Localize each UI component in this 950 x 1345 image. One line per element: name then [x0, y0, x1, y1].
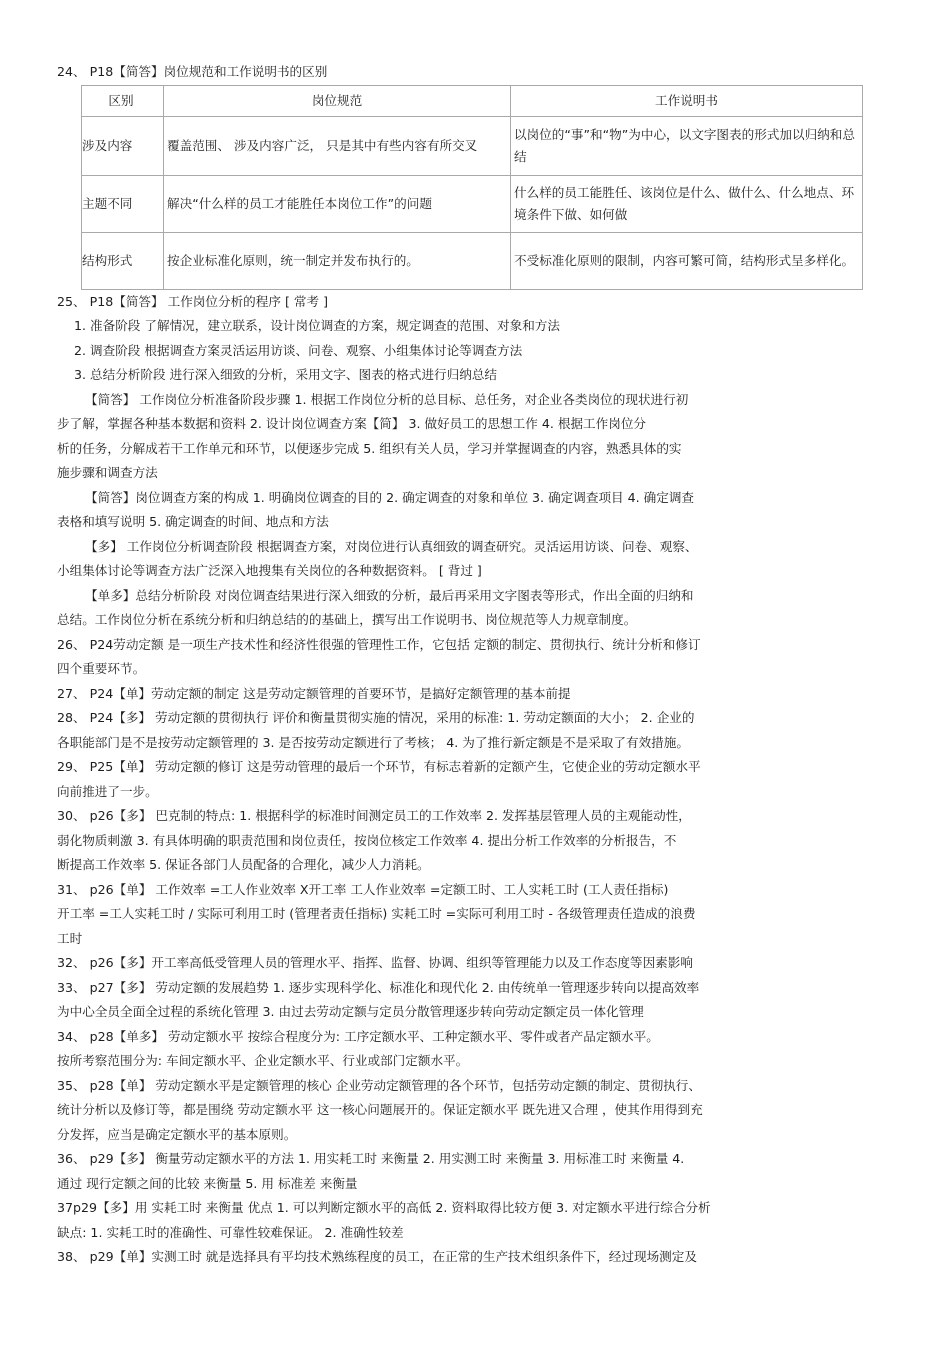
table-cell: 什么样的员工能胜任、该岗位是什么、做什么、什么地点、环境条件下做、如何做 — [511, 175, 863, 232]
text-line: 向前推进了一步。 — [57, 783, 158, 799]
text-line: 【简答】 工作岗位分析准备阶段步骤 1. 根据工作岗位分析的总目标、总任务，对企业各类岗位的现状进行初 — [85, 391, 689, 407]
table-cell: 按企业标准化原则，统一制定并发布执行的。 — [164, 232, 511, 289]
text-line: 1. 准备阶段 了解情况，建立联系，设计岗位调查的方案，规定调查的范围、对象和方法 — [74, 318, 560, 333]
header-cell: 工作说明书 — [511, 85, 863, 116]
table-row — [82, 232, 863, 289]
text-line: 断提高工作效率 5. 保证各部门人员配备的合理化，减少人力消耗。 — [57, 857, 430, 872]
text-line: 25、 P18【简答】 工作岗位分析的程序 [ 常考 ] — [57, 293, 328, 309]
text-line: 30、 p26【多】 巴克制的特点: 1. 根据科学的标准时间测定员工的工作效率 2. 发挥基层管理人员的主观能动性， — [57, 808, 691, 823]
table-cell: 覆盖范围、 涉及内容广泛， 只是其中有些内容有所交叉 — [164, 116, 511, 175]
text-line: 36、 p29【多】 衡量劳动定额水平的方法 1. 用实耗工时 来衡量 2. 用实测工时 来衡量 3. 用标准工时 来衡量 4. — [57, 1151, 685, 1166]
text-line: 按所考察范围分为: 车间定额水平、企业定额水平、行业或部门定额水平。 — [57, 1053, 469, 1068]
text-line: 分发挥，应当是确定定额水平的基本原则。 — [57, 1126, 297, 1142]
text-line: 38、 p29【单】实测工时 就是选择具有平均技术熟练程度的员工，在正常的生产技术组织条件下，经过现场测定及 — [57, 1249, 697, 1264]
table-row — [82, 116, 863, 175]
text-line: 32、 p26【多】开工率高低受管理人员的管理水平、指挥、监督、协调、组织等管理能力以及工作态度等因素影响 — [57, 955, 693, 970]
table-row — [82, 175, 863, 232]
table-cell: 以岗位的“事”和“物”为中心，以文字图表的形式加以归纳和总结 — [511, 116, 863, 175]
table-cell: 解决“什么样的员工才能胜任本岗位工作”的问题 — [164, 175, 511, 232]
text-line: 2. 调查阶段 根据调查方案灵活运用访谈、问卷、观察、小组集体讨论等调查方法 — [74, 342, 523, 358]
comparison-table — [81, 85, 863, 290]
text-line: 步了解，掌握各种基本数据和资料 2. 设计岗位调查方案【简】 3. 做好员工的思想工作 4. 根据工作岗位分 — [57, 416, 647, 431]
text-line: 通过 现行定额之间的比较 来衡量 5. 用 标准差 来衡量 — [57, 1175, 358, 1191]
text-line: 各职能部门是不是按劳动定额管理的 3. 是否按劳动定额进行了考核； 4. 为了推行新定额是不是采取了有效措施。 — [57, 734, 689, 750]
text-line: 37p29【多】用 实耗工时 来衡量 优点 1. 可以判断定额水平的高低 2. 资料取得比较方便 3. 对定额水平进行综合分析 — [57, 1200, 711, 1215]
text-line: 为中心全员全面全过程的系统化管理 3. 由过去劳动定额与定员分散管理逐步转向劳动定额定员一体化管理 — [57, 1004, 644, 1019]
table-cell: 结构形式 — [82, 232, 164, 289]
table-cell: 不受标准化原则的限制，内容可繁可简，结构形式呈多样化。 — [511, 232, 863, 289]
text-line: 四个重要环节。 — [57, 661, 146, 676]
text-line: 缺点: 1. 实耗工时的准确性、可靠性较难保证。 2. 准确性较差 — [57, 1224, 404, 1240]
text-line: 33、 p27【多】 劳动定额的发展趋势 1. 逐步实现科学化、标准化和现代化 2. 由传统单一管理逐步转向以提高效率 — [57, 979, 700, 995]
text-line: 析的任务，分解成若干工作单元和环节，以便逐步完成 5. 组织有关人员，学习并掌握调查的内容，熟悉具体的实 — [57, 440, 682, 456]
text-line: 小组集体讨论等调查方法广泛深入地搜集有关岗位的各种数据资料。 [ 背过 ] — [57, 563, 482, 578]
document-page — [57, 60, 893, 1270]
table-cell: 主题不同 — [82, 175, 164, 232]
table-cell: 涉及内容 — [82, 116, 164, 175]
text-line: 27、 P24【单】劳动定额的制定 这是劳动定额管理的首要环节，是搞好定额管理的基本前提 — [57, 685, 571, 701]
text-line: 35、 p28【单】 劳动定额水平是定额管理的核心 企业劳动定额管理的各个环节，包括劳动定额的制定、贯彻执行、 — [57, 1077, 701, 1093]
text-line: 【多】 工作岗位分析调查阶段 根据调查方案，对岗位进行认真细致的调查研究。灵活运用访谈、问卷、观察、 — [85, 538, 698, 554]
table-header-row — [82, 85, 863, 116]
text-line: 统计分析以及修订等，都是围绕 劳动定额水平 这一核心问题展开的。保证定额水平 既先进又合理 ，使其作用得到充 — [57, 1102, 703, 1117]
text-line: 施步骤和调查方法 — [57, 465, 158, 480]
text-line: 开工率 =工人实耗工时 / 实际可利用工时 (管理者责任指标) 实耗工时 =实际可利用工时 - 各级管理责任造成的浪费 — [57, 906, 696, 921]
text-line: 31、 p26【单】 工作效率 =工人作业效率 X开工率 工人作业效率 =定额工时、工人实耗工时 (工人责任指标) — [57, 881, 669, 897]
text-line: 【简答】岗位调查方案的构成 1. 明确岗位调查的目的 2. 确定调查的对象和单位 3. 确定调查项目 4. 确定调查 — [85, 489, 695, 505]
text-line: 表格和填写说明 5. 确定调查的时间、地点和方法 — [57, 514, 329, 529]
text-line: 34、 p28【单多】 劳动定额水平 按综合程度分为: 工序定额水平、工种定额水平、零件或者产品定额水平。 — [57, 1028, 659, 1044]
text-line: 【单多】总结分析阶段 对岗位调查结果进行深入细致的分析，最后再采用文字图表等形式，作出全面的归纳和 — [85, 587, 694, 603]
text-line: 29、 P25【单】 劳动定额的修订 这是劳动管理的最后一个环节，有标志着新的定额产生，它使企业的劳动定额水平 — [57, 759, 701, 774]
text-line: 工时 — [57, 930, 83, 946]
q24-heading: 24、 P18【简答】岗位规范和工作说明书的区别 — [57, 64, 328, 79]
text-line: 26、 P24劳动定额 是一项生产技术性和经济性很强的管理性工作，它包括 定额的制定、贯彻执行、统计分析和修订 — [57, 636, 701, 652]
text-line: 总结。工作岗位分析在系统分析和归纳总结的的基础上，撰写出工作说明书、岗位规范等人力规章制度。 — [57, 612, 637, 627]
header-cell: 区别 — [82, 85, 164, 116]
text-line: 3. 总结分析阶段 进行深入细致的分析，采用文字、图表的格式进行归纳总结 — [74, 367, 498, 382]
text-line: 弱化物质刺激 3. 有具体明确的职责范围和岗位责任，按岗位核定工作效率 4. 提出分析工作效率的分析报告，不 — [57, 832, 677, 848]
text-line: 28、 P24【多】 劳动定额的贯彻执行 评价和衡量贯彻实施的情况，采用的标准: 1. 劳动定额面的大小； 2. 企业的 — [57, 710, 695, 725]
header-cell: 岗位规范 — [164, 85, 511, 116]
